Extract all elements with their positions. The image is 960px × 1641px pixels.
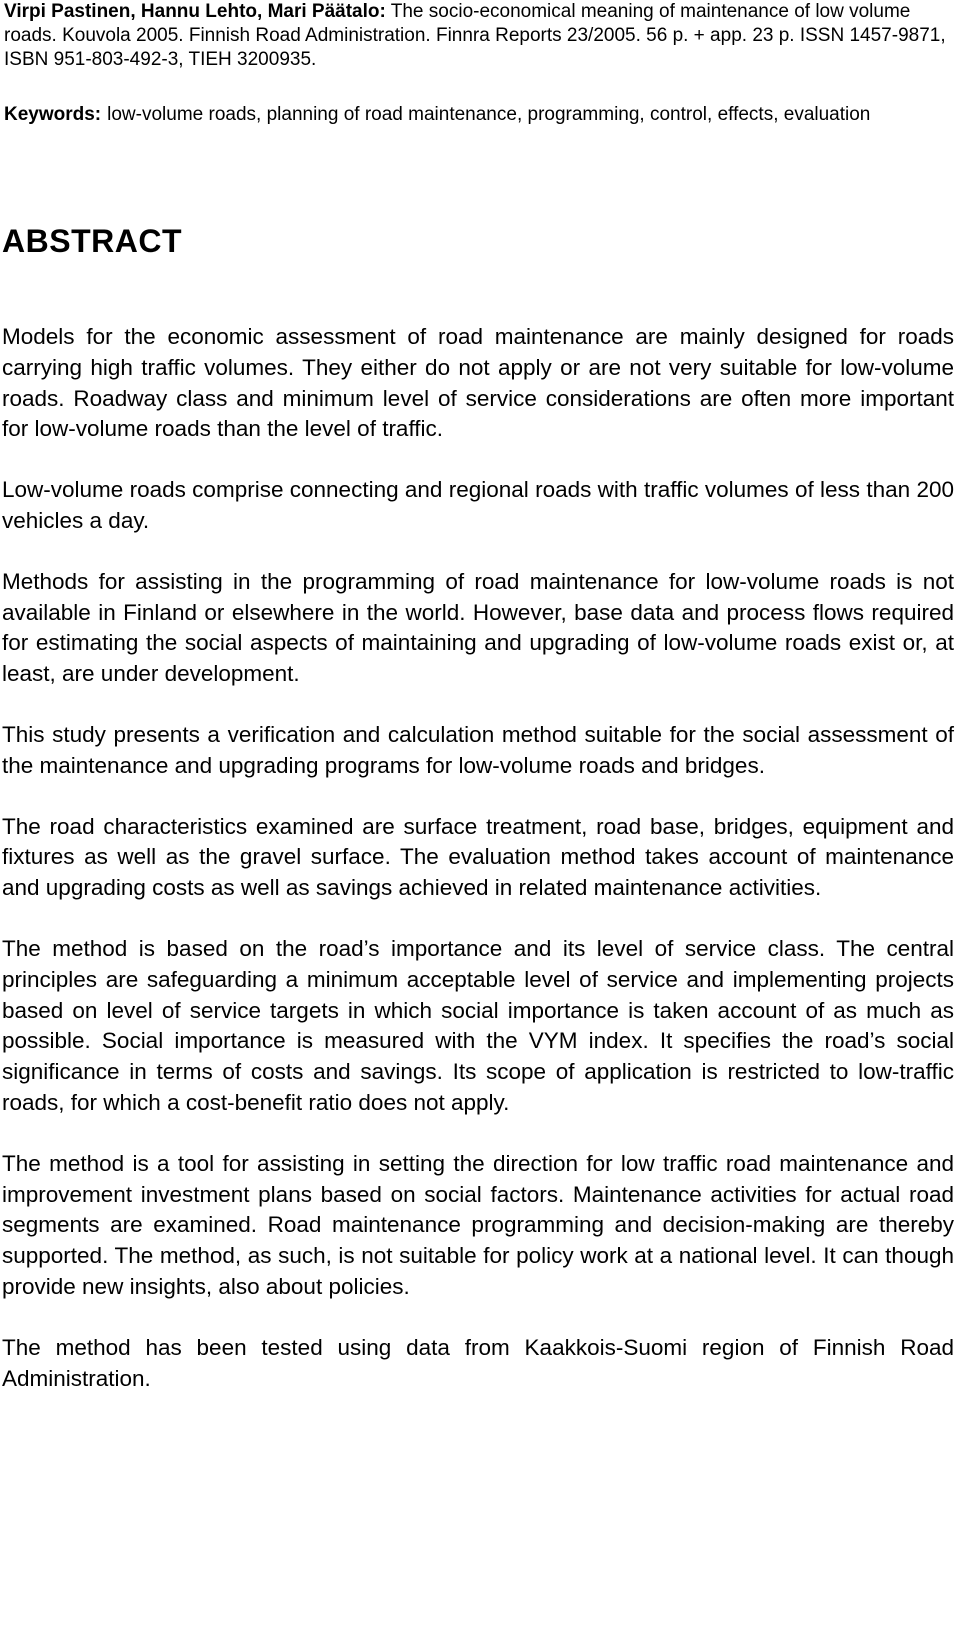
abstract-paragraph: Low-volume roads comprise connecting and regional roads with traffic volumes of less than 200 vehicles a day. (2, 477, 954, 533)
citation-details: The socio-economical meaning of maintenance of low volume roads. Kouvola 2005. Finnish Road Administration. Finnra Reports 23/2005. 56 p. + app. 23 p. ISSN 1457-9871, ISBN 951-803-492-3, TIEH 3200935. (4, 1, 946, 70)
abstract-paragraph: This study presents a verification and calculation method suitable for the social assessment of the maintenance and upgrading programs for low-volume roads and bridges. (2, 721, 954, 778)
abstract-heading: ABSTRACT (2, 223, 182, 259)
citation-authors: Virpi Pastinen, Hannu Lehto, Mari Päätalo: (4, 1, 386, 22)
abstract-paragraph: Models for the economic assessment of road maintenance are mainly designed for roads carrying high traffic volumes. They either do not apply or are not very suitable for low-volume roads. Roadway class and minimum level of service considerations are often more important for low-volume roads than the level of traffic. (2, 324, 954, 442)
abstract-paragraph: The method has been tested using data from Kaakkois-Suomi region of Finnish Road Administration. (2, 1334, 954, 1391)
abstract-paragraph: Methods for assisting in the programming of road maintenance for low-volume roads is not available in Finland or elsewhere in the world. However, base data and process flows required for estimating the social aspects of maintaining and upgrading of low-volume roads exist or, at least, are under development. (2, 568, 954, 687)
keywords (4, 102, 950, 128)
citation (4, 0, 950, 72)
keywords-label: Keywords: (4, 104, 102, 125)
abstract-paragraph: The method is based on the road’s importance and its level of service class. The central principles are safeguarding a minimum acceptable level of service and implementing projects based on level of service targets in which social importance is taken account of as much as possible. Social importance is measured with the VYM index. It specifies the road’s social significance in terms of costs and savings. Its scope of application is restricted to low-traffic roads, for which a cost-benefit ratio does not apply. (2, 935, 954, 1115)
abstract-body (2, 322, 954, 1394)
abstract-paragraph: The method is a tool for assisting in setting the direction for low traffic road maintenance and improvement investment plans based on social factors. Maintenance activities for actual road segments are examined. Road maintenance programming and decision-making are thereby supported. The method, as such, is not suitable for policy work at a national level. It can though provide new insights, also about policies. (2, 1150, 954, 1299)
abstract-paragraph: The road characteristics examined are surface treatment, road base, bridges, equipment and fixtures as well as the gravel surface. The evaluation method takes account of maintenance and upgrading costs as well as savings achieved in related maintenance activities. (2, 813, 954, 901)
keywords-value: low-volume roads, planning of road maintenance, programming, control, effects, evaluation (107, 104, 871, 125)
